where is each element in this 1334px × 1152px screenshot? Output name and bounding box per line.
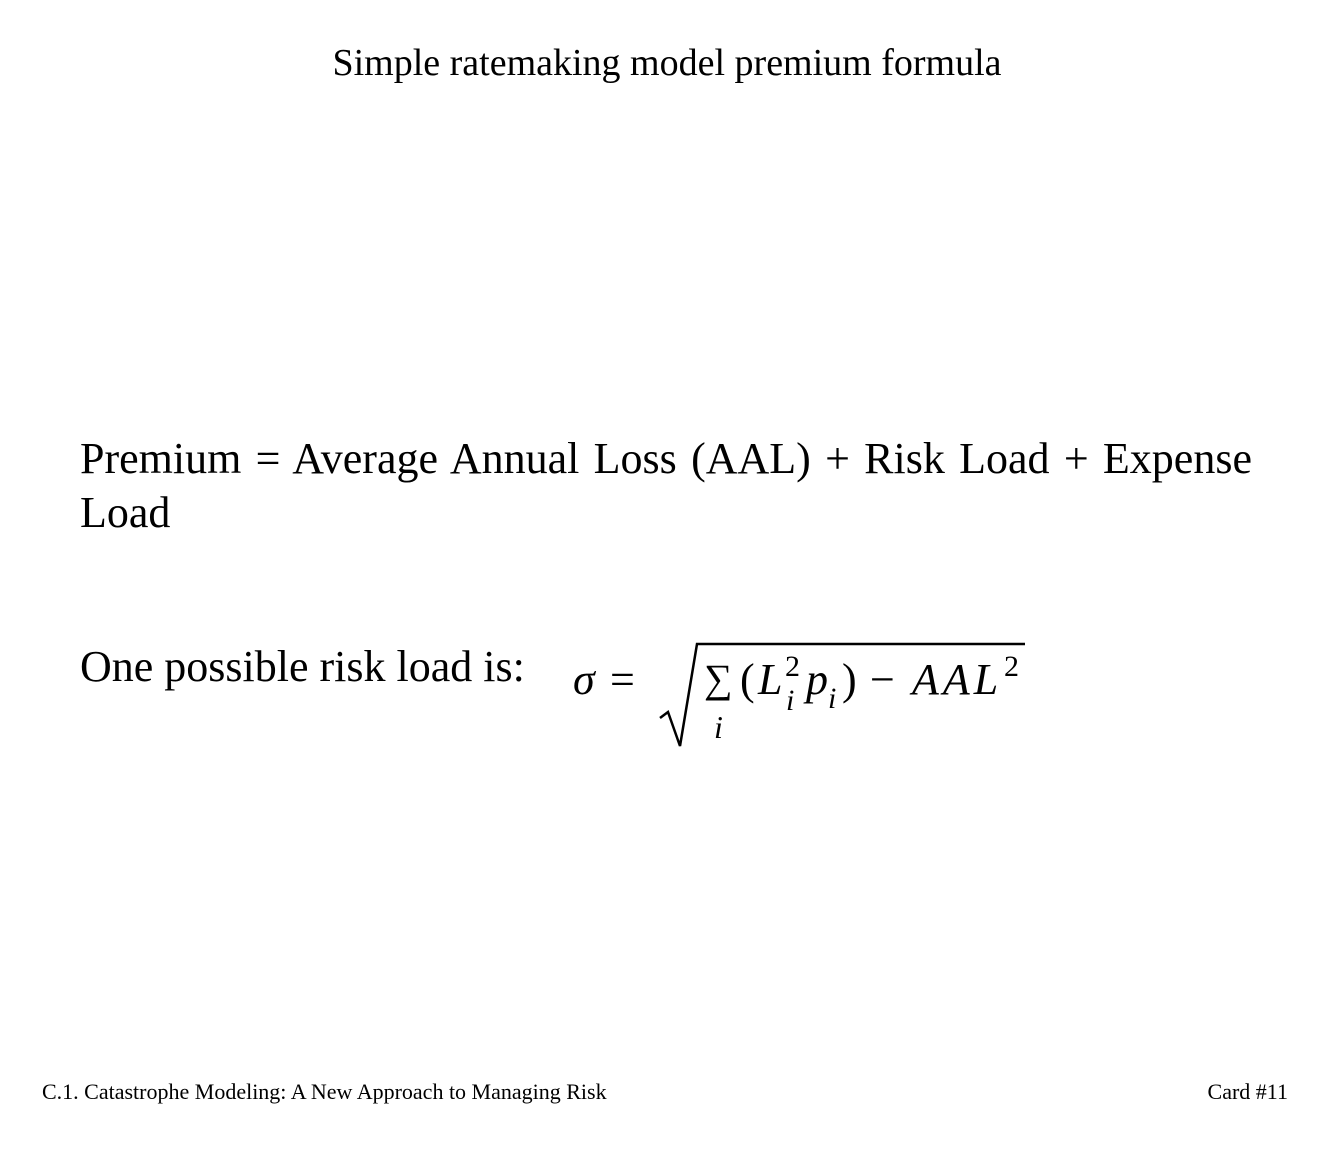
formula-svg bbox=[570, 640, 1040, 760]
risk-load-formula bbox=[570, 640, 1040, 760]
probability-variable: p bbox=[806, 655, 828, 704]
sigma-symbol: σ bbox=[573, 655, 595, 704]
summation-index: i bbox=[714, 709, 723, 745]
card-title: Simple ratemaking model premium formula bbox=[332, 42, 1002, 84]
loss-subscript: i bbox=[786, 684, 795, 717]
aal-term: AAL bbox=[912, 655, 1003, 704]
risk-load-lead-text: One possible risk load is: bbox=[80, 642, 525, 691]
aal-exponent: 2 bbox=[1004, 650, 1019, 683]
open-parenthesis: ( bbox=[740, 655, 755, 704]
equals-sign: = bbox=[610, 655, 635, 704]
close-parenthesis: ) bbox=[842, 655, 857, 704]
minus-sign: − bbox=[870, 655, 895, 704]
premium-formula-text: Premium = Average Annual Loss (AAL) + Risk Load + Expense Load bbox=[80, 434, 1252, 537]
probability-subscript: i bbox=[828, 682, 837, 715]
loss-variable: L bbox=[758, 655, 783, 704]
summation-symbol: ∑ bbox=[704, 656, 733, 701]
loss-exponent: 2 bbox=[785, 650, 800, 683]
footer-card-number: Card #11 bbox=[1207, 1079, 1288, 1104]
footer-source: C.1. Catastrophe Modeling: A New Approach to Managing Risk bbox=[42, 1079, 607, 1104]
